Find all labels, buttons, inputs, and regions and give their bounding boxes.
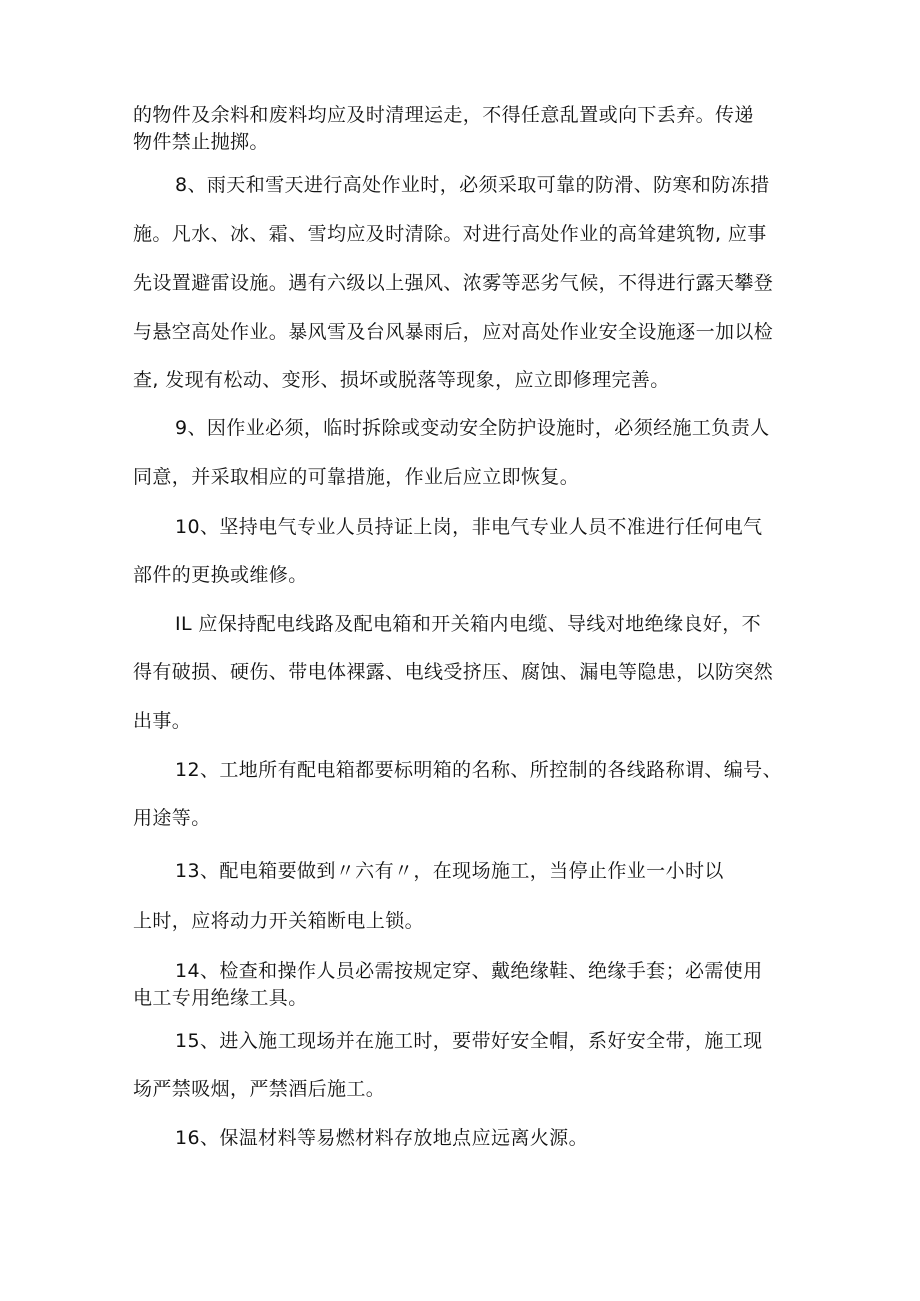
p11-line-2: 得有破损、硬伤、带电体裸露、电线受挤压、腐蚀、漏电等隐患，以防突然 <box>133 661 774 683</box>
p8-line-2: 施。凡水、冰、霜、雪均应及时清除。对进行高处作业的高耸建筑物, 应事 <box>133 223 767 245</box>
p11-line-3: 出事。 <box>133 710 192 732</box>
p7-line-1: 的物件及余料和废料均应及时清理运走，不得任意乱置或向下丢弃。传递 <box>133 104 754 126</box>
p14-line-2: 电工专用绝缘工具。 <box>133 987 308 1009</box>
p13-line-2: 上时，应将动力开关箱断电上锁。 <box>133 910 425 932</box>
p12-line-2: 用途等。 <box>133 807 211 829</box>
p14-line-1: 14、检查和操作人员必需按规定穿、戴绝缘鞋、绝缘手套；必需使用 <box>175 960 763 982</box>
p8-line-1: 8、雨天和雪天进行高处作业时，必须采取可靠的防滑、防寒和防冻措 <box>175 174 770 196</box>
p11-line-1: IL 应保持配电线路及配电箱和开关箱内电缆、导线对地绝缘良好，不 <box>175 613 762 635</box>
p15-line-2: 场严禁吸烟，严禁酒后施工。 <box>133 1078 386 1100</box>
p10-line-2: 部件的更换或维修。 <box>133 564 308 586</box>
p8-line-3: 先设置避雷设施。遇有六级以上强风、浓雾等恶劣气候，不得进行露天攀登 <box>133 272 774 294</box>
p7-line-2: 物件禁止抛掷。 <box>133 131 269 153</box>
p9-line-2: 同意，并采取相应的可靠措施，作业后应立即恢复。 <box>133 466 580 488</box>
p13-line-1: 13、配电箱要做到〃六有〃，在现场施工，当停止作业一小时以 <box>175 860 724 882</box>
p9-line-1: 9、因作业必须，临时拆除或变动安全防护设施时，必须经施工负责人 <box>175 417 770 439</box>
p16-line-1: 16、保温材料等易燃材料存放地点应远离火源。 <box>175 1127 588 1149</box>
p15-line-1: 15、进入施工现场并在施工时，要带好安全帽，系好安全带，施工现 <box>175 1030 763 1052</box>
p12-line-1: 12、工地所有配电箱都要标明箱的名称、所控制的各线路称谓、编号、 <box>175 759 782 781</box>
p8-line-4: 与悬空高处作业。暴风雪及台风暴雨后，应对高处作业安全设施逐一加以检 <box>133 321 774 343</box>
p10-line-1: 10、坚持电气专业人员持证上岗，非电气专业人员不准进行任何电气 <box>175 516 763 538</box>
p8-line-5: 查, 发现有松动、变形、损坏或脱落等现象，应立即修理完善。 <box>133 369 670 391</box>
